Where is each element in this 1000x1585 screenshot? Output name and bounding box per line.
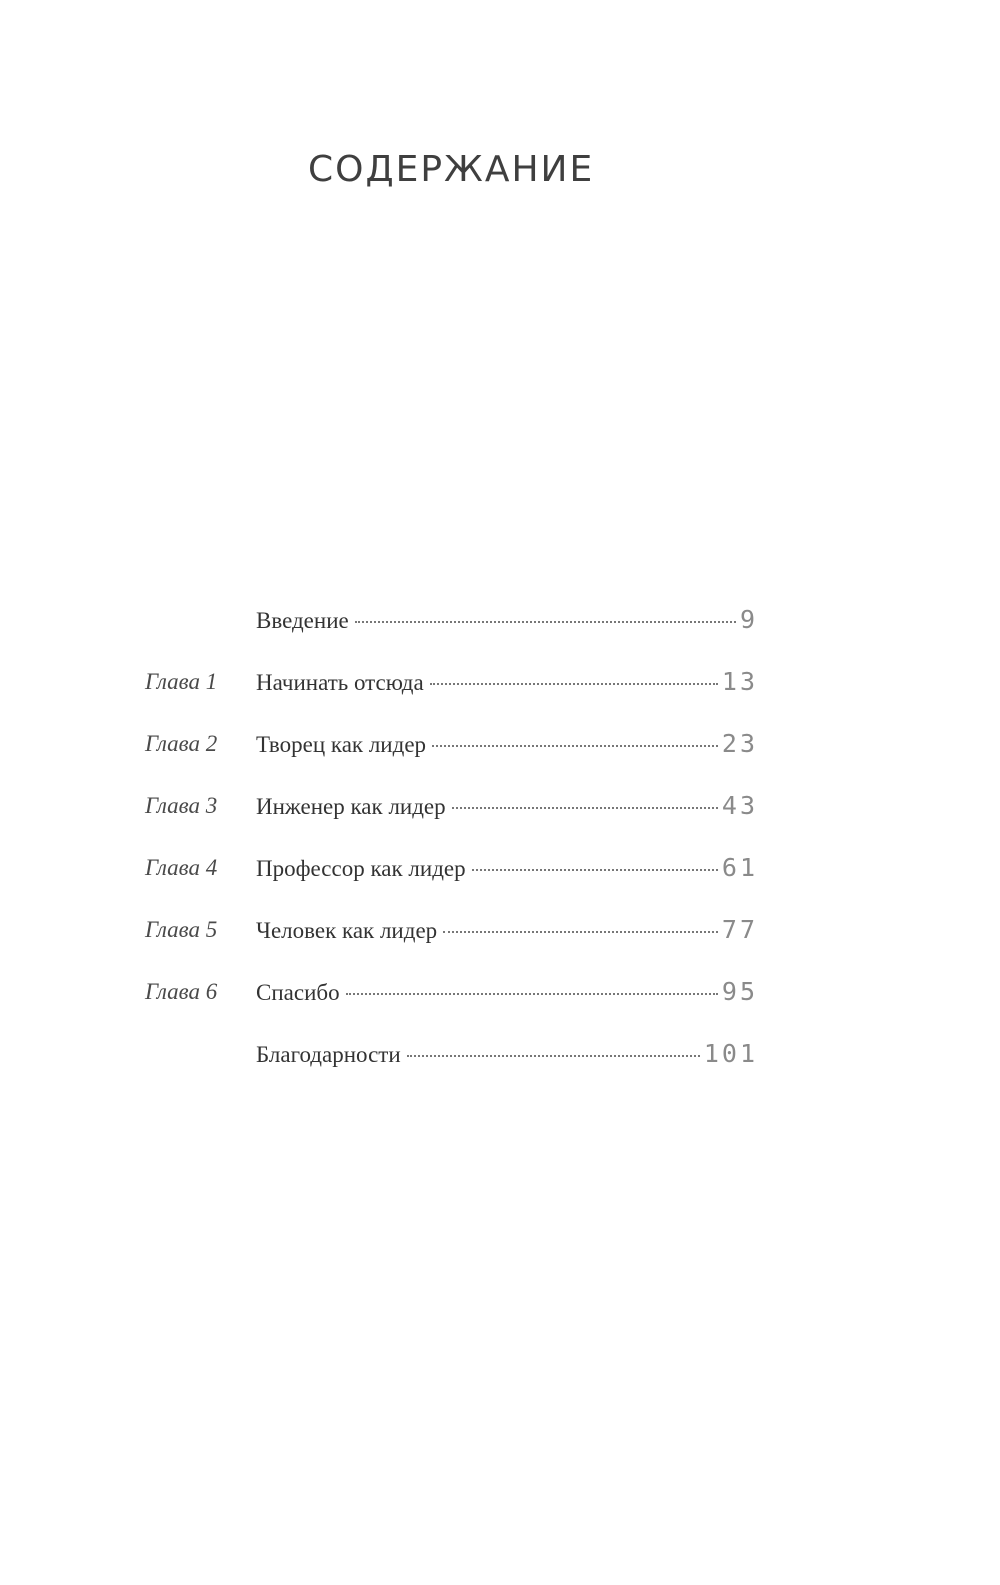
entry-title: Человек как лидер	[256, 918, 438, 943]
toc-entry-chapter-2[interactable]	[0, 724, 1000, 764]
toc-entry-chapter-5[interactable]	[0, 910, 1000, 950]
page-title: СОДЕРЖАНИЕ	[308, 149, 595, 190]
toc-entry-introduction[interactable]	[0, 600, 1000, 640]
chapter-label: Глава 6	[145, 979, 218, 1004]
dot-leader	[430, 683, 718, 685]
chapter-label: Глава 5	[145, 917, 218, 942]
toc-entry-chapter-4[interactable]	[0, 848, 1000, 888]
dot-leader	[346, 993, 718, 995]
page-number: 23	[721, 729, 758, 758]
page-number: 43	[721, 791, 758, 820]
entry-title: Введение	[256, 608, 349, 633]
dot-leader	[355, 621, 736, 623]
page-number: 61	[721, 853, 758, 882]
toc-entry-acknowledgements[interactable]	[0, 1034, 1000, 1074]
dot-leader	[472, 869, 718, 871]
page-number: 95	[721, 977, 758, 1006]
chapter-label: Глава 3	[145, 793, 218, 818]
entry-title: Начинать отсюда	[256, 670, 424, 695]
entry-title: Благодарности	[256, 1042, 401, 1067]
dot-leader	[452, 807, 718, 809]
chapter-label: Глава 1	[145, 669, 218, 694]
entry-title: Инженер как лидер	[256, 794, 446, 819]
entry-title: Творец как лидер	[256, 732, 427, 757]
toc-entry-chapter-1[interactable]	[0, 662, 1000, 702]
entry-title: Спасибо	[256, 980, 340, 1005]
page-number: 9	[739, 605, 758, 634]
chapter-label: Глава 2	[145, 731, 218, 756]
dot-leader	[443, 931, 718, 933]
page-number: 77	[721, 915, 758, 944]
toc-entry-chapter-6[interactable]	[0, 972, 1000, 1012]
page-number: 101	[703, 1039, 758, 1068]
page-number: 13	[721, 667, 758, 696]
dot-leader	[432, 745, 718, 747]
toc-entry-chapter-3[interactable]	[0, 786, 1000, 826]
entry-title: Профессор как лидер	[256, 856, 466, 881]
chapter-label: Глава 4	[145, 855, 218, 880]
dot-leader	[407, 1055, 700, 1057]
